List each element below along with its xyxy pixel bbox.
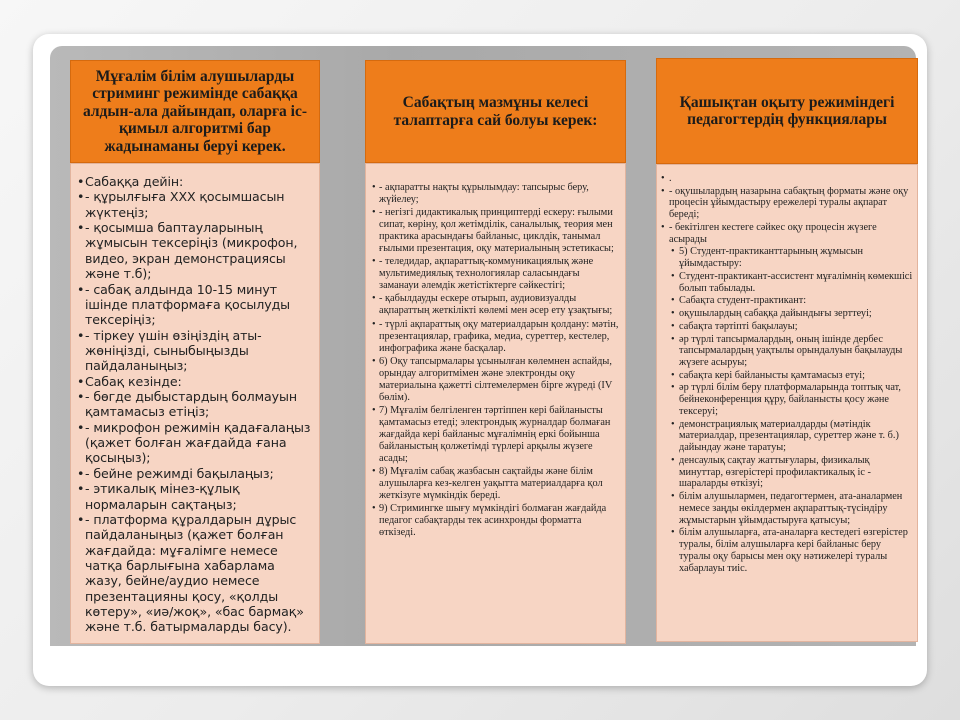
list-item: • Сабақта студент-практикант: xyxy=(663,295,913,307)
list-item: • Сабаққа дейін: xyxy=(77,174,313,189)
list-item: • Студент-практикант-ассистент мұғалімнің көмекшісі болып табылады. xyxy=(663,271,913,294)
list-item: • - қосымша баптауларының жұмысын тексеріңіз (микрофон, видео, экран демонстрациясы және т.б); xyxy=(77,220,313,281)
list-item: • денсаулық сақтау жаттығулары, физикалық минуттар, өзгерістері профилактикалық іс - шараларды өткізуі; xyxy=(665,455,913,490)
column-header: Қашықтан оқыту режиміндегі педагогтердің функциялары xyxy=(656,58,918,164)
list-item: • оқушылардың сабаққа дайындығы зерттеуі; xyxy=(665,308,913,320)
column-lesson-content xyxy=(365,60,626,644)
list-item: • - бейне режимді бақылаңыз; xyxy=(77,466,313,481)
list-item: • білім алушыларға, ата-аналарға кестедегі өзгерістер туралы, білім алушыларға кері байланыс беру туралы оқу барысы мен оқу нәтижелері туралы хабарлауы тиіс. xyxy=(665,527,913,574)
list-item: • 9) Стримингке шығу мүмкіндігі болмаған жағдайда педагог сабақтарды тек асинхронды форматта өткізеді. xyxy=(372,503,619,539)
list-item: • Сабақ кезінде: xyxy=(77,374,313,389)
bullet-list xyxy=(661,173,913,574)
list-item: • - тіркеу үшін өзіңіздің аты-жөніңізді, сыныбыңызды пайдаланыңыз; xyxy=(77,328,313,374)
list-item: • - бекітілген кестеге сәйкес оқу процесін жүзеге асырады xyxy=(661,222,913,245)
list-item: • . xyxy=(661,173,913,185)
column-header: Мұғалім білім алушыларды стриминг режимінде сабаққа алдын-ала дайындап, оларға іс-қимыл алгоритмі бар жадынаманы беруі керек. xyxy=(70,60,320,163)
list-item: • әр түрлі білім беру платформаларында топтық чат, бейнеконференция құру, байланысты қосу және тексеруі; xyxy=(665,382,913,417)
list-item: • - негізгі дидактикалық принциптерді ескеру: ғылыми сипат, көріну, қол жетімділік, саналылық, теория мен практика арасындағы байланыс, циклдік, танымал ғылыми презентация, оқу материалының эстетикасы; xyxy=(372,207,619,255)
list-item: • - ақпаратты нақты құрылымдау: тапсырыс беру, жүйелеу; xyxy=(372,182,619,206)
list-item: • - бөгде дыбыстардың болмауын қамтамасыз етіңіз; xyxy=(77,389,313,420)
list-item: • әр түрлі тапсырмалардың, оның ішінде дербес тапсырмалардың уақтылы орындалуын бақылауды жүзеге асыруы; xyxy=(665,334,913,369)
column-body xyxy=(70,163,320,644)
list-item: • - оқушылардың назарына сабақтың форматы және оқу процесін ұйымдастыру ережелері туралы ақпарат береді; xyxy=(661,186,913,221)
bullet-list xyxy=(372,182,619,539)
list-item: • - микрофон режимін қадағалаңыз (қажет болған жағдайда ғана қосыңыз); xyxy=(77,420,313,466)
list-item: • 7) Мұғалім белгіленген тәртіппен кері байланысты қамтамасыз етеді; электрондық журналдар болмаған жағдайда кері байланыс мұғалімнің еркі бойынша байланыстың қолжетімді түрлері арқылы жүзеге асады; xyxy=(372,405,619,465)
list-item: • 6) Оқу тапсырмалары ұсынылған көлемнен аспайды, орындау алгоритмімен және электронды оқу материалына қажетті сілтемелермен бірге жүреді (IV бөлім). xyxy=(372,356,619,404)
column-stream-preparation xyxy=(70,60,320,644)
list-item: • сабақта тәртіпті бақылауы; xyxy=(665,321,913,333)
list-item: • білім алушылармен, педагогтермен, ата-аналармен немесе заңды өкілдермен ақпараттық-түсіндіру жұмыстарын ұйымдастыруға қатысуы; xyxy=(665,491,913,526)
list-item: • - платформа құралдарын дұрыс пайдаланыңыз (қажет болған жағдайда: мұғалімге немесе чатқа барлығына хабарлама жазу, бейне/аудио немесе презентацияны қосу, «қолды көтеру», «иә/жоқ», «бас бармақ» және т.б. батырмаларды басу). xyxy=(77,512,313,635)
list-item: • - этикалық мінез-құлық нормаларын сақтаңыз; xyxy=(77,481,313,512)
column-teacher-functions xyxy=(656,58,918,642)
column-body xyxy=(656,164,918,642)
list-item: • демонстрациялық материалдарды (мәтіндік материалдар, презентациялар, суреттер және т. б.) дайындау және таратуы; xyxy=(665,419,913,454)
list-item: • - қабылдауды ескере отырып, аудиовизуалды ақпараттың жеткілікті көлемі мен әсер ету ұзақтығы; xyxy=(372,293,619,317)
column-header: Сабақтың мазмұны келесі талаптарға сай болуы керек: xyxy=(365,60,626,163)
column-body xyxy=(365,163,626,644)
list-item: • сабақта кері байланысты қамтамасыз етуі; xyxy=(665,370,913,382)
list-item: • 5) Студент-практиканттарының жұмысын ұйымдастыру: xyxy=(663,246,913,269)
list-item: • - сабақ алдында 10-15 минут ішінде платформаға қосылуды тексеріңіз; xyxy=(77,282,313,328)
list-item: • - түрлі ақпараттық оқу материалдарын қолдану: мәтін, презентациялар, графика, медиа, суреттер, кестелер, инфографика және басқалар. xyxy=(372,319,619,355)
list-item: • 8) Мұғалім сабақ жазбасын сақтайды және білім алушыларға кез-келген уақытта материалдарға қол жеткізуге мүмкіндік береді. xyxy=(372,466,619,502)
list-item: • - құрылғыға ХХХ қосымшасын жүктеңіз; xyxy=(77,189,313,220)
bullet-list xyxy=(77,174,313,635)
list-item: • - теледидар, ақпараттық-коммуникациялық және мультимедиялық технологиялар саласындағы заманауи әлемдік жетістіктерге сәйкестігі; xyxy=(372,256,619,292)
